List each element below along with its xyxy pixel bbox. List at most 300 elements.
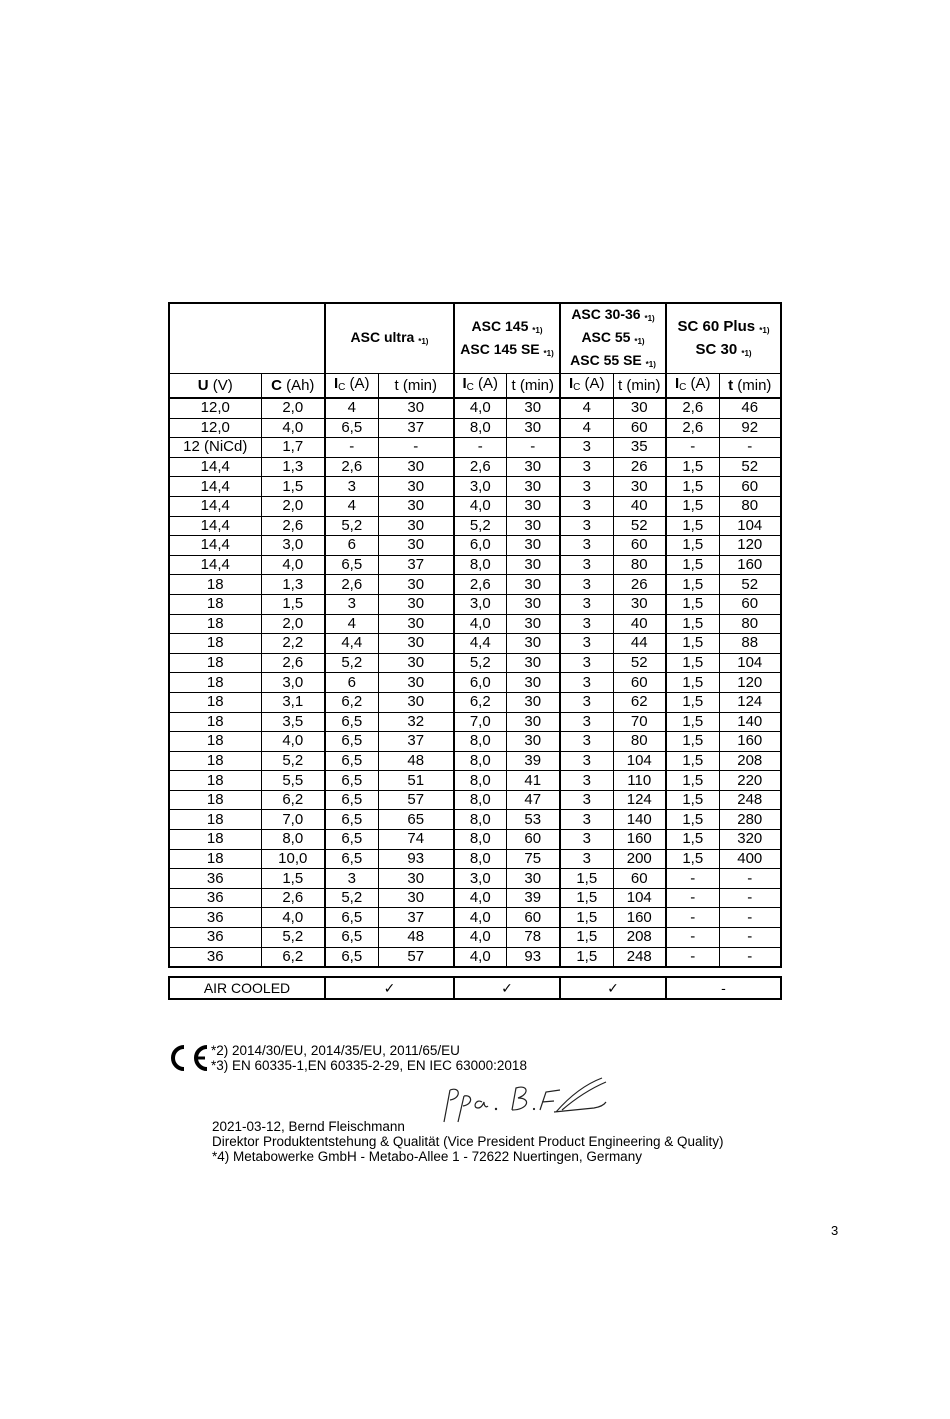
model-header-asc-30-36: ASC 30-36 $^{*1)}$ ASC 55 $^{*1)}$ ASC 55 SE $^{*1)}$	[560, 303, 666, 374]
table-cell: 6,5	[325, 418, 378, 438]
table-cell: 1,5	[666, 516, 719, 536]
table-cell: -	[719, 888, 781, 908]
air-cooled-table	[168, 976, 782, 1000]
table-cell: 104	[613, 888, 666, 908]
table-cell: 1,5	[261, 594, 325, 614]
table-cell: 30	[378, 457, 454, 477]
table-cell: 6,5	[325, 830, 378, 850]
table-cell: 1,5	[666, 594, 719, 614]
table-cell: 30	[378, 575, 454, 595]
table-cell: 4	[560, 398, 613, 418]
table-cell: 3,0	[454, 594, 506, 614]
table-cell: 7,0	[454, 712, 506, 732]
table-cell: 5,2	[325, 653, 378, 673]
table-cell: 4	[325, 614, 378, 634]
table-row	[169, 751, 781, 771]
table-cell: 18	[169, 594, 261, 614]
table-body	[169, 398, 781, 967]
time-header: t (min)	[719, 374, 781, 399]
table-cell: -	[666, 928, 719, 948]
table-cell: 6,5	[325, 771, 378, 791]
table-cell: 1,5	[666, 634, 719, 654]
table-cell: 7,0	[261, 810, 325, 830]
table-cell: 80	[719, 496, 781, 516]
table-cell: 70	[613, 712, 666, 732]
table-cell: 5,2	[325, 888, 378, 908]
table-cell: 1,5	[666, 771, 719, 791]
table-cell: 8,0	[454, 810, 506, 830]
table-row	[169, 418, 781, 438]
table-row	[169, 594, 781, 614]
table-cell: 78	[506, 928, 560, 948]
table-cell: 4	[325, 398, 378, 418]
table-cell: 1,5	[666, 673, 719, 693]
footnote-4-address: *4) Metabowerke GmbH - Metabo-Allee 1 - 72622 Nuertingen, Germany	[212, 1149, 642, 1164]
table-cell: 400	[719, 849, 781, 869]
table-cell: 1,5	[666, 790, 719, 810]
table-cell: 3	[560, 673, 613, 693]
table-cell: 18	[169, 751, 261, 771]
table-cell: 6,2	[325, 692, 378, 712]
table-cell: 8,0	[454, 555, 506, 575]
table-row	[169, 947, 781, 967]
charge-times-table	[168, 302, 782, 968]
time-header: t (min)	[378, 374, 454, 399]
table-cell: 18	[169, 692, 261, 712]
table-cell: 41	[506, 771, 560, 791]
table-cell: 3	[560, 653, 613, 673]
table-cell: 18	[169, 849, 261, 869]
table-cell: 30	[506, 732, 560, 752]
table-cell: 4	[325, 496, 378, 516]
table-cell: -	[719, 869, 781, 889]
table-row	[169, 928, 781, 948]
air-cooled-label: AIR COOLED	[169, 977, 325, 999]
table-cell: 1,5	[560, 908, 613, 928]
table-cell: 4,0	[261, 418, 325, 438]
table-cell: 93	[378, 849, 454, 869]
table-cell: 30	[506, 516, 560, 536]
current-header: IC (A)	[666, 374, 719, 399]
table-cell: 30	[506, 634, 560, 654]
table-cell: 1,5	[560, 947, 613, 967]
table-cell: 6,5	[325, 555, 378, 575]
table-cell: 1,5	[666, 692, 719, 712]
table-cell: 3	[560, 457, 613, 477]
table-cell: 6,5	[325, 751, 378, 771]
table-cell: 6	[325, 673, 378, 693]
table-cell: 80	[719, 614, 781, 634]
table-cell: 18	[169, 732, 261, 752]
table-cell: 62	[613, 692, 666, 712]
table-cell: 60	[613, 869, 666, 889]
table-cell: 6,5	[325, 928, 378, 948]
table-cell: 60	[506, 830, 560, 850]
table-cell: 40	[613, 614, 666, 634]
footnote-2: *2) 2014/30/EU, 2014/35/EU, 2011/65/EU	[211, 1043, 460, 1058]
table-cell: 30	[506, 614, 560, 634]
air-cooled-value-sc-60: -	[666, 977, 781, 999]
table-cell: 2,6	[454, 575, 506, 595]
table-cell: 3	[560, 536, 613, 556]
table-cell: 3	[560, 810, 613, 830]
table-cell: 3,0	[261, 673, 325, 693]
table-cell: 3	[560, 732, 613, 752]
table-cell: 160	[719, 732, 781, 752]
table-cell: 3	[560, 751, 613, 771]
table-cell: 30	[378, 869, 454, 889]
table-cell: 92	[719, 418, 781, 438]
table-row	[169, 790, 781, 810]
table-cell: 12,0	[169, 418, 261, 438]
table-cell: 18	[169, 712, 261, 732]
table-cell: 37	[378, 732, 454, 752]
table-cell: 6,5	[325, 849, 378, 869]
table-cell: 14,4	[169, 555, 261, 575]
table-cell: 6,5	[325, 810, 378, 830]
table-row	[169, 673, 781, 693]
table-cell: 36	[169, 928, 261, 948]
table-cell: 30	[378, 673, 454, 693]
table-cell: 36	[169, 888, 261, 908]
time-header: t (min)	[613, 374, 666, 399]
table-cell: 110	[613, 771, 666, 791]
table-row	[169, 457, 781, 477]
table-cell: 1,5	[666, 536, 719, 556]
signatory-title: Direktor Produktentstehung & Qualität (Vice President Product Engineering & Quality)	[212, 1134, 724, 1149]
table-row	[169, 516, 781, 536]
table-row	[169, 908, 781, 928]
table-cell: 3	[560, 614, 613, 634]
table-cell: 124	[613, 790, 666, 810]
table-cell: 140	[613, 810, 666, 830]
table-cell: 8,0	[454, 751, 506, 771]
table-cell: 8,0	[454, 771, 506, 791]
table-cell: 26	[613, 575, 666, 595]
table-cell: 18	[169, 810, 261, 830]
table-cell: 60	[719, 477, 781, 497]
table-cell: 30	[378, 496, 454, 516]
table-cell: 14,4	[169, 536, 261, 556]
table-cell: 30	[378, 653, 454, 673]
table-cell: 6,0	[454, 673, 506, 693]
table-cell: 2,6	[325, 575, 378, 595]
table-cell: 30	[506, 536, 560, 556]
table-cell: 200	[613, 849, 666, 869]
footnote-3: *3) EN 60335-1,EN 60335-2-29, EN IEC 63000:2018	[211, 1058, 527, 1073]
current-header: IC (A)	[560, 374, 613, 399]
table-cell: 3	[560, 849, 613, 869]
table-cell: 14,4	[169, 457, 261, 477]
table-cell: 52	[719, 457, 781, 477]
table-cell: 30	[506, 712, 560, 732]
table-cell: 3	[560, 477, 613, 497]
table-cell: 1,5	[261, 869, 325, 889]
table-cell: 30	[506, 457, 560, 477]
table-cell: 3	[560, 555, 613, 575]
table-cell: 2,6	[454, 457, 506, 477]
table-cell: 6,5	[325, 712, 378, 732]
table-cell: 8,0	[454, 732, 506, 752]
table-cell: 18	[169, 673, 261, 693]
table-cell: 1,5	[666, 457, 719, 477]
table-cell: 40	[613, 496, 666, 516]
table-cell: 4,0	[261, 555, 325, 575]
blank-header-cell	[169, 303, 325, 374]
table-cell: 2,0	[261, 398, 325, 418]
table-cell: 30	[613, 594, 666, 614]
table-cell: 6,5	[325, 947, 378, 967]
table-cell: 39	[506, 751, 560, 771]
table-cell: 4,0	[454, 928, 506, 948]
voltage-header: U (V)	[169, 374, 261, 399]
table-cell: 53	[506, 810, 560, 830]
table-cell: 93	[506, 947, 560, 967]
current-header: IC (A)	[325, 374, 378, 399]
table-row	[169, 869, 781, 889]
table-cell: 30	[378, 614, 454, 634]
table-cell: 30	[613, 398, 666, 418]
table-cell: 52	[613, 516, 666, 536]
table-cell: 2,6	[261, 653, 325, 673]
table-cell: 30	[506, 398, 560, 418]
table-cell: 80	[613, 732, 666, 752]
air-cooled-check-asc-145: ✓	[454, 977, 560, 999]
table-cell: 2,6	[666, 418, 719, 438]
table-cell: 36	[169, 947, 261, 967]
table-cell: 104	[719, 653, 781, 673]
table-cell: 248	[719, 790, 781, 810]
table-cell: 60	[506, 908, 560, 928]
table-cell: 2,6	[666, 398, 719, 418]
table-cell: 32	[378, 712, 454, 732]
air-cooled-row	[169, 977, 781, 999]
table-cell: 1,5	[666, 732, 719, 752]
table-cell: 4,0	[454, 947, 506, 967]
table-cell: -	[454, 438, 506, 458]
table-cell: 39	[506, 888, 560, 908]
table-cell: 30	[506, 594, 560, 614]
table-cell: 3	[560, 438, 613, 458]
table-cell: 2,0	[261, 614, 325, 634]
table-cell: -	[666, 908, 719, 928]
table-cell: 18	[169, 653, 261, 673]
table-cell: 1,5	[560, 888, 613, 908]
handwritten-signature	[436, 1076, 611, 1132]
table-cell: 6,2	[261, 790, 325, 810]
table-cell: 160	[719, 555, 781, 575]
table-cell: 1,5	[666, 830, 719, 850]
air-cooled-check-asc-30-36: ✓	[560, 977, 666, 999]
table-row	[169, 477, 781, 497]
table-cell: 44	[613, 634, 666, 654]
table-cell: 3	[560, 830, 613, 850]
table-cell: 3	[560, 496, 613, 516]
table-row	[169, 712, 781, 732]
table-cell: 4,0	[454, 888, 506, 908]
signatory-date-name: 2021-03-12, Bernd Fleischmann	[212, 1119, 405, 1134]
table-cell: 104	[719, 516, 781, 536]
table-cell: 1,5	[261, 477, 325, 497]
table-cell: 6,5	[325, 732, 378, 752]
table-cell: 30	[506, 869, 560, 889]
table-cell: 140	[719, 712, 781, 732]
table-cell: 5,2	[325, 516, 378, 536]
table-cell: 220	[719, 771, 781, 791]
table-row	[169, 849, 781, 869]
table-cell: 4,4	[454, 634, 506, 654]
table-cell: 104	[613, 751, 666, 771]
table-cell: 5,2	[454, 516, 506, 536]
table-cell: 208	[613, 928, 666, 948]
model-header-sc-60-plus: SC 60 Plus $^{*1)}$ SC 30 $^{*1)}$	[666, 303, 781, 374]
table-cell: 36	[169, 869, 261, 889]
table-cell: 208	[719, 751, 781, 771]
table-cell: 60	[613, 418, 666, 438]
table-row	[169, 536, 781, 556]
table-cell: 88	[719, 634, 781, 654]
table-cell: 60	[613, 536, 666, 556]
table-cell: 5,5	[261, 771, 325, 791]
table-cell: 46	[719, 398, 781, 418]
table-cell: 51	[378, 771, 454, 791]
table-cell: 6,5	[325, 790, 378, 810]
table-cell: 3	[560, 634, 613, 654]
table-cell: 30	[506, 496, 560, 516]
time-header: t (min)	[506, 374, 560, 399]
table-row	[169, 438, 781, 458]
table-cell: 18	[169, 614, 261, 634]
table-cell: 30	[506, 673, 560, 693]
table-cell: 4,0	[261, 732, 325, 752]
table-row	[169, 575, 781, 595]
table-cell: 48	[378, 751, 454, 771]
table-row	[169, 692, 781, 712]
table-cell: -	[719, 947, 781, 967]
table-cell: 1,5	[666, 477, 719, 497]
table-cell: -	[719, 438, 781, 458]
model-header-row	[169, 303, 781, 374]
table-row	[169, 888, 781, 908]
table-cell: 14,4	[169, 496, 261, 516]
table-row	[169, 398, 781, 418]
table-cell: 18	[169, 771, 261, 791]
table-cell: 1,5	[666, 614, 719, 634]
table-row	[169, 614, 781, 634]
table-row	[169, 496, 781, 516]
table-cell: 6,2	[261, 947, 325, 967]
table-cell: 30	[378, 888, 454, 908]
air-cooled-check-asc-ultra: ✓	[325, 977, 454, 999]
table-cell: 3	[560, 692, 613, 712]
table-cell: 74	[378, 830, 454, 850]
table-cell: 18	[169, 634, 261, 654]
table-cell: 8,0	[454, 418, 506, 438]
table-cell: 60	[719, 594, 781, 614]
table-cell: 37	[378, 908, 454, 928]
table-cell: 8,0	[454, 790, 506, 810]
table-cell: -	[719, 908, 781, 928]
table-cell: 30	[378, 516, 454, 536]
table-cell: 3	[560, 575, 613, 595]
unit-header-row	[169, 374, 781, 399]
table-cell: 160	[613, 830, 666, 850]
table-cell: 5,2	[454, 653, 506, 673]
table-cell: 4	[560, 418, 613, 438]
table-row	[169, 830, 781, 850]
table-cell: 30	[378, 634, 454, 654]
table-cell: 3	[325, 594, 378, 614]
table-cell: -	[719, 928, 781, 948]
table-cell: 14,4	[169, 516, 261, 536]
table-cell: 8,0	[454, 849, 506, 869]
table-cell: 30	[613, 477, 666, 497]
table-cell: 1,5	[560, 869, 613, 889]
table-cell: 57	[378, 947, 454, 967]
table-cell: 47	[506, 790, 560, 810]
table-cell: 18	[169, 830, 261, 850]
table-cell: 1,5	[666, 751, 719, 771]
table-cell: 3	[560, 790, 613, 810]
table-cell: 1,5	[560, 928, 613, 948]
table-cell: 3	[325, 869, 378, 889]
table-cell: 5,2	[261, 751, 325, 771]
table-cell: 36	[169, 908, 261, 928]
table-cell: -	[666, 869, 719, 889]
table-cell: 6,2	[454, 692, 506, 712]
table-cell: 3	[325, 477, 378, 497]
table-cell: 4,0	[454, 398, 506, 418]
table-cell: 30	[506, 692, 560, 712]
table-cell: 30	[506, 575, 560, 595]
table-cell: 2,6	[261, 516, 325, 536]
table-cell: 2,6	[325, 457, 378, 477]
table-cell: 37	[378, 418, 454, 438]
table-cell: 124	[719, 692, 781, 712]
table-cell: 4,0	[454, 614, 506, 634]
table-cell: 57	[378, 790, 454, 810]
table-row	[169, 771, 781, 791]
table-cell: 120	[719, 673, 781, 693]
table-cell: 35	[613, 438, 666, 458]
table-cell: 3	[560, 771, 613, 791]
table-cell: 18	[169, 790, 261, 810]
table-cell: 1,7	[261, 438, 325, 458]
table-cell: 12,0	[169, 398, 261, 418]
table-cell: -	[666, 888, 719, 908]
table-cell: 1,5	[666, 849, 719, 869]
table-cell: 3,5	[261, 712, 325, 732]
model-header-asc-ultra: ASC ultra $^{*1)}$	[325, 303, 454, 374]
table-cell: 30	[378, 536, 454, 556]
table-cell: 30	[378, 692, 454, 712]
table-cell: 2,0	[261, 496, 325, 516]
table-cell: 1,3	[261, 457, 325, 477]
table-cell: 37	[378, 555, 454, 575]
table-cell: 26	[613, 457, 666, 477]
table-cell: 52	[719, 575, 781, 595]
table-cell: 160	[613, 908, 666, 928]
table-cell: 30	[378, 594, 454, 614]
table-cell: 3,0	[454, 869, 506, 889]
table-cell: -	[378, 438, 454, 458]
table-cell: -	[666, 438, 719, 458]
table-cell: 2,6	[261, 888, 325, 908]
table-cell: 60	[613, 673, 666, 693]
table-cell: 30	[506, 653, 560, 673]
table-cell: 4,4	[325, 634, 378, 654]
table-cell: 120	[719, 536, 781, 556]
